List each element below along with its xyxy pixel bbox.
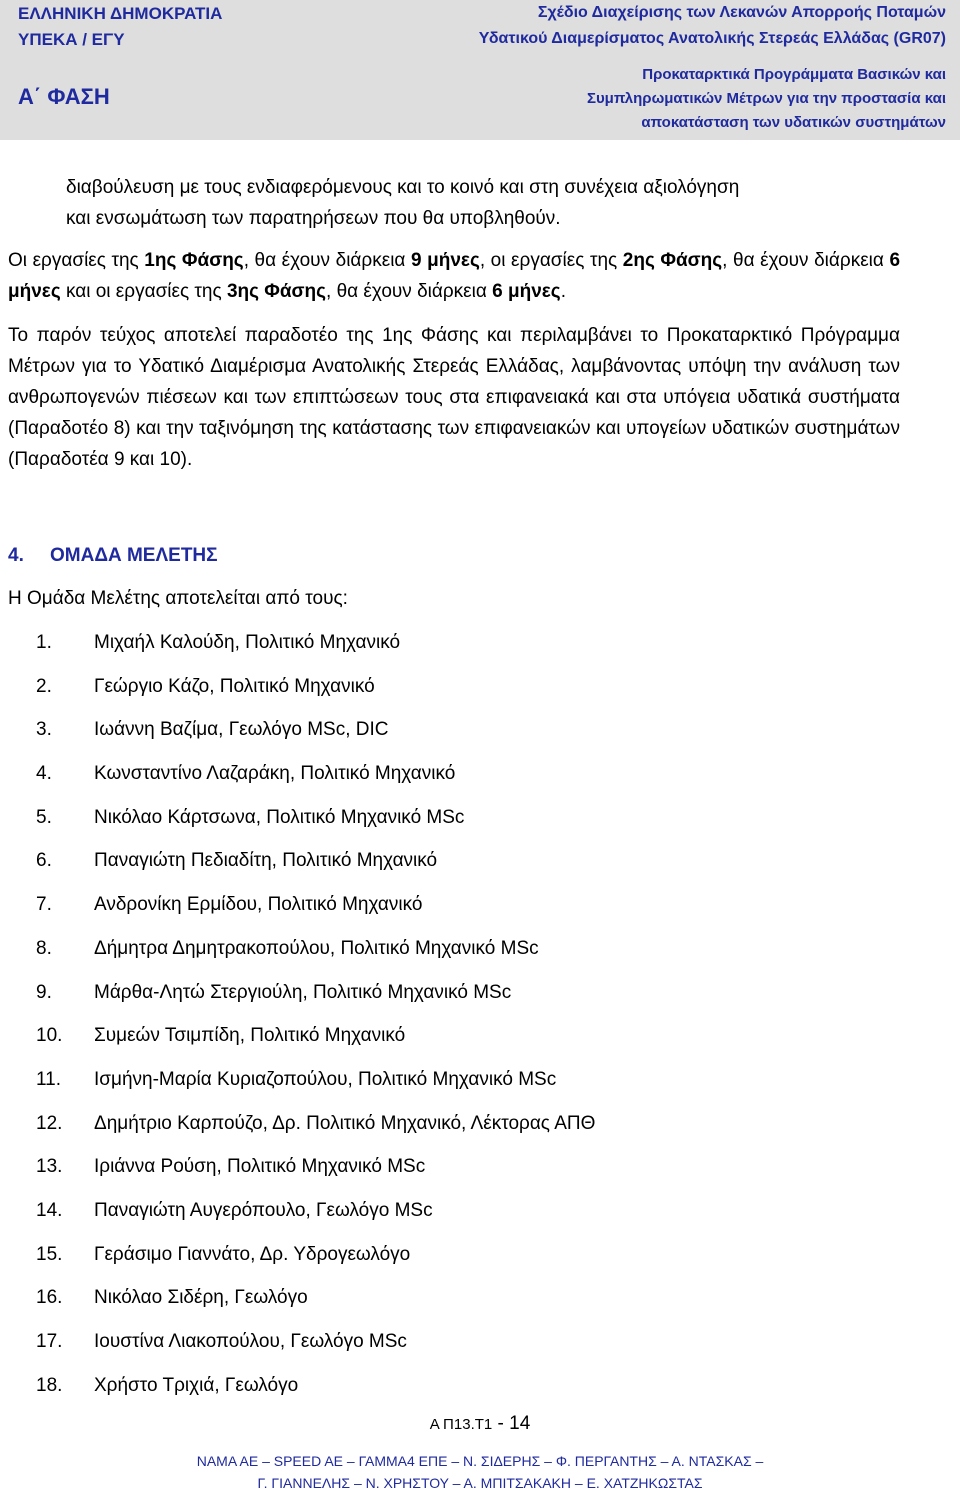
member-number: 11.: [36, 1068, 62, 1090]
header-phase: Α΄ ΦΑΣΗ: [18, 84, 110, 109]
footer-line: Γ. ΓΙΑΝΝΕΛΗΣ – Ν. ΧΡΗΣΤΟΥ – Α. ΜΠΙΤΣΑΚΑΚΗ – Ε. ΧΑΤΖΗΚΩΣΤΑΣ: [257, 1475, 703, 1491]
member-number: 7.: [36, 894, 52, 916]
page-number: Α Π13.Τ1 - 14: [429, 1413, 531, 1434]
member-name: Μιχαήλ Καλούδη, Πολιτικό Μηχανικό: [94, 632, 401, 653]
page-header: [0, 0, 960, 140]
member-name: Ιωάννη Βαζίμα, Γεωλόγο MSc, DIC: [94, 719, 389, 741]
section-number: 4.: [8, 545, 24, 566]
team-member: [36, 894, 595, 938]
member-name: Κωνσταντίνο Λαζαράκη, Πολιτικό Μηχανικό: [94, 763, 456, 785]
team-list: [36, 632, 595, 1418]
team-member: [36, 763, 595, 807]
paragraph-durations: Οι εργασίες της 1ης Φάσης, θα έχουν διάρκεια 9 μήνες, οι εργασίες της 2ης Φάσης, θα έχουν διάρκεια 6 μήνες και οι εργασίες της 3ης Φάσης, θα έχουν διάρκεια 6 μήνες.: [8, 250, 901, 302]
page-code: Α Π13.Τ1: [429, 1416, 493, 1433]
section-title: ΟΜΑΔΑ ΜΕΛΕΤΗΣ: [50, 545, 218, 566]
team-member: [36, 807, 595, 851]
member-name: Ιουστίνα Λιακοπούλου, Γεωλόγο MSc: [94, 1331, 407, 1352]
header-plan-title: Σχέδιο Διαχείρισης των Λεκανών Απορροής Ποταμών: [537, 4, 946, 21]
team-member: [36, 719, 595, 763]
member-number: 3.: [36, 719, 52, 741]
team-member: [36, 1244, 595, 1288]
team-member: [36, 1069, 595, 1113]
team-member: [36, 850, 595, 894]
paragraph-deliverable: Το παρόν τεύχος αποτελεί παραδοτέο της 1ης Φάσης και περιλαμβάνει το Προκαταρκτικό Πρόγραμμα Μέτρων για το Υδατικό Διαμέρισμα Ανατολικής Στερεάς Ελλάδας, λαμβάνοντας υπόψη την ανάλυση των ανθρωπογενών πιέσεων και των επιπτώσεων τους στα επιφανειακά και στα υπόγεια υδατικά συστήματα (Παραδοτέο 8) και την ταξινόμηση της κατάστασης των επιφανειακών και υπογείων υδατικών συστημάτων (Παραδοτέα 9 και 10).: [8, 325, 900, 470]
member-number: 5.: [36, 806, 52, 828]
member-name: Δήμητρα Δημητρακοπούλου, Πολιτικό Μηχανικό MSc: [94, 937, 539, 959]
member-number: 18.: [36, 1374, 63, 1396]
member-name: Χρήστο Τριχιά, Γεωλόγο: [94, 1374, 299, 1396]
member-name: Ανδρονίκη Ερμίδου, Πολιτικό Μηχανικό: [94, 894, 423, 916]
member-number: 14.: [36, 1199, 63, 1221]
member-name: Παναγιώτη Αυγερόπουλο, Γεωλόγο MSc: [94, 1199, 433, 1221]
page-footer: [0, 1450, 960, 1494]
paragraph-line: διαβούλευση με τους ενδιαφερόμενους και το κοινό και στη συνέχεια αξιολόγηση: [66, 177, 740, 198]
member-name: Συμεών Τσιμπίδη, Πολιτικό Μηχανικό: [94, 1025, 406, 1047]
team-member: [36, 938, 595, 982]
member-number: 15.: [36, 1243, 63, 1265]
member-name: Μάρθα-Λητώ Στεργιούλη, Πολιτικό Μηχανικό MSc: [94, 981, 512, 1003]
team-member: [36, 676, 595, 720]
member-number: 8.: [36, 937, 52, 959]
member-number: 17.: [36, 1331, 63, 1352]
paragraph-consultation: [66, 172, 906, 234]
team-member: [36, 1025, 595, 1069]
section-heading: [8, 545, 218, 567]
header-doc-title-1: Προκαταρκτικά Προγράμματα Βασικών και: [642, 66, 946, 83]
team-member: [36, 1156, 595, 1200]
header-ministry: ΥΠΕΚΑ / ΕΓΥ: [18, 30, 125, 49]
team-member: [36, 1200, 595, 1244]
member-number: 13.: [36, 1156, 63, 1178]
team-member: [36, 982, 595, 1026]
header-country: ΕΛΛΗΝΙΚΗ ΔΗΜΟΚΡΑΤΙΑ: [18, 4, 223, 23]
member-number: 16.: [36, 1287, 63, 1309]
member-number: 2.: [36, 675, 52, 697]
member-name: Ισμήνη-Μαρία Κυριαζοπούλου, Πολιτικό Μηχανικό MSc: [94, 1068, 557, 1090]
team-intro: Η Ομάδα Μελέτης αποτελείται από τους:: [8, 588, 348, 609]
team-member: [36, 1287, 595, 1331]
member-name: Γεράσιμο Γιαννάτο, Δρ. Υδρογεωλόγο: [94, 1243, 411, 1265]
member-name: Νικόλαο Κάρτσωνα, Πολιτικό Μηχανικό MSc: [94, 806, 465, 828]
member-number: 12.: [36, 1112, 63, 1134]
page-num: 14: [509, 1413, 531, 1434]
member-name: Γεώργιο Κάζο, Πολιτικό Μηχανικό: [94, 675, 375, 697]
team-member: [36, 1331, 595, 1375]
member-name: Ιριάννα Ρούση, Πολιτικό Μηχανικό MSc: [94, 1156, 426, 1178]
team-member: [36, 1113, 595, 1157]
member-number: 1.: [36, 632, 52, 653]
member-name: Νικόλαο Σιδέρη, Γεωλόγο: [94, 1287, 308, 1309]
header-district: Υδατικού Διαμερίσματος Ανατολικής Στερεάς Ελλάδας (GR07): [478, 30, 946, 47]
paragraph-line: και ενσωμάτωση των παρατηρήσεων που θα υποβληθούν.: [66, 208, 561, 229]
member-number: 6.: [36, 850, 52, 872]
header-doc-title-3: αποκατάσταση των υδατικών συστημάτων: [641, 114, 946, 131]
member-name: Δημήτριο Καρπούζο, Δρ. Πολιτικό Μηχανικό, Λέκτορας ΑΠΘ: [94, 1112, 596, 1134]
footer-line: ΝΑΜΑ ΑΕ – SPEED AE – ΓΑΜΜΑ4 ΕΠΕ – Ν. ΣΙΔΕΡΗΣ – Φ. ΠΕΡΓΑΝΤΗΣ – Α. ΝΤΑΣΚΑΣ –: [196, 1453, 764, 1469]
header-doc-title-2: Συμπληρωματικών Μέτρων για την προστασία και: [586, 90, 946, 107]
member-number: 9.: [36, 981, 52, 1003]
member-number: 4.: [36, 763, 52, 785]
team-member: [36, 1375, 595, 1419]
member-number: 10.: [36, 1025, 63, 1047]
team-member: [36, 632, 595, 676]
member-name: Παναγιώτη Πεδιαδίτη, Πολιτικό Μηχανικό: [94, 850, 438, 872]
